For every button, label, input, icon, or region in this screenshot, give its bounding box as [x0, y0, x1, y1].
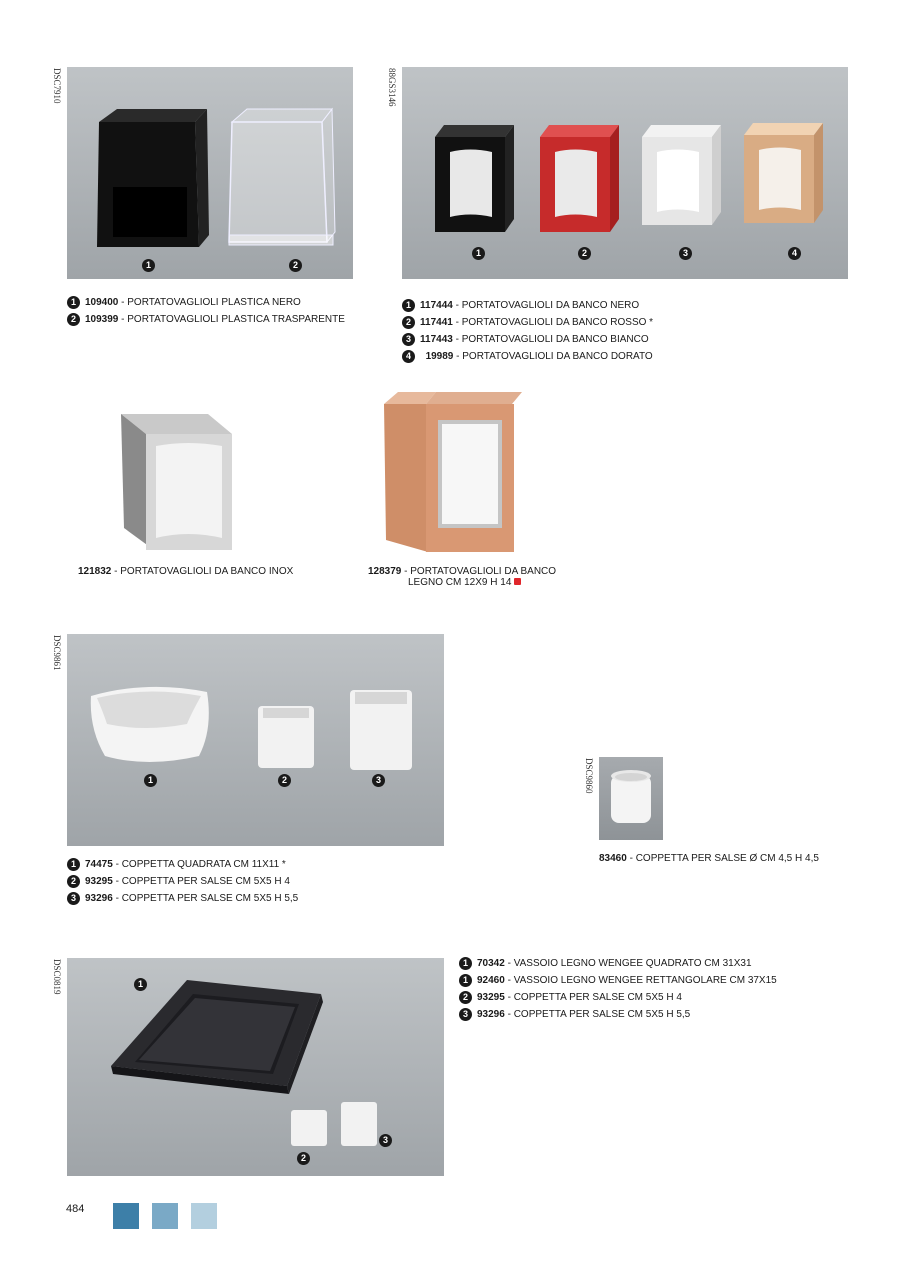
caption-item: [67, 294, 345, 311]
caption-wood-holder: [368, 566, 556, 588]
photo-badge-4: 4: [788, 247, 801, 260]
product-photo-sauce-bowls: [67, 634, 444, 846]
photo-badge-3: 3: [379, 1134, 392, 1147]
product-description: - PORTATOVAGLIOLI DA BANCO: [404, 566, 557, 577]
caption-item: [402, 314, 653, 331]
product-code: 121832: [78, 566, 112, 577]
product-description: - PORTATOVAGLIOLI DA BANCO ROSSO *: [455, 317, 654, 328]
caption-inox-holder: [78, 566, 293, 578]
caption-list-section2: [402, 297, 653, 365]
product-code: 117444: [420, 300, 453, 311]
product-code: 93296: [477, 1009, 505, 1020]
product-code: 92460: [477, 975, 505, 986]
photo-code-label: DSC9860: [584, 758, 594, 794]
product-description: - COPPETTA PER SALSE CM 5X5 H 5,5: [115, 893, 299, 904]
wood-holder-illustration: [384, 390, 524, 552]
color-swatch-3: [191, 1203, 217, 1229]
product-code: 70342: [477, 958, 505, 969]
product-code: 128379: [368, 566, 402, 577]
photo-badge-1: 1: [134, 978, 147, 991]
product-photo-wood-holder: [384, 390, 524, 552]
product-code: 93295: [477, 992, 505, 1003]
caption-round-sauce-cup: [599, 853, 819, 865]
product-code: 93295: [85, 876, 113, 887]
counter-napkin-holders-illustration: [402, 67, 848, 279]
napkin-holders-illustration: [67, 67, 353, 279]
caption-item: [67, 311, 345, 328]
photo-badge-2: 2: [278, 774, 291, 787]
page-number: 484: [66, 1203, 85, 1215]
product-description: - PORTATOVAGLIOLI PLASTICA TRASPARENTE: [121, 314, 345, 325]
new-marker-icon: [514, 578, 521, 585]
caption-item: [459, 1006, 777, 1023]
photo-badge-2: 2: [289, 259, 302, 272]
product-photo-inox-holder: [118, 408, 236, 553]
item-number-badge: 3: [402, 333, 415, 346]
photo-badge-3: 3: [372, 774, 385, 787]
photo-code-label: DSC9861: [52, 635, 62, 671]
photo-badge-1: 1: [144, 774, 157, 787]
product-description: - COPPETTA PER SALSE Ø CM 4,5 H 4,5: [629, 853, 819, 864]
product-code: 117441: [420, 317, 453, 328]
item-number-badge: 4: [402, 350, 415, 363]
product-description: - COPPETTA QUADRATA CM 11X11 *: [115, 859, 286, 870]
product-description: - COPPETTA PER SALSE CM 5X5 H 4: [115, 876, 290, 887]
photo-badge-1: 1: [472, 247, 485, 260]
product-photo-napkin-holders-plastic: [67, 67, 353, 279]
product-description: - COPPETTA PER SALSE CM 5X5 H 4: [507, 992, 682, 1003]
item-number-badge: 3: [67, 892, 80, 905]
caption-list-section1: [67, 294, 345, 328]
caption-item: [459, 989, 777, 1006]
item-number-badge: 2: [67, 313, 80, 326]
product-description: - PORTATOVAGLIOLI DA BANCO INOX: [114, 566, 294, 577]
product-code: 109399: [85, 314, 119, 325]
item-number-badge: 2: [402, 316, 415, 329]
caption-item: [67, 873, 298, 890]
round-sauce-cup-illustration: [599, 757, 663, 840]
product-photo-round-sauce-cup: [599, 757, 663, 840]
caption-item: [402, 348, 653, 365]
product-description: - COPPETTA PER SALSE CM 5X5 H 5,5: [507, 1009, 691, 1020]
item-number-badge: 1: [402, 299, 415, 312]
product-description: - VASSOIO LEGNO WENGEE RETTANGOLARE CM 37X15: [507, 975, 777, 986]
product-photo-napkin-holders-counter: [402, 67, 848, 279]
product-code: 117443: [420, 334, 453, 345]
product-description: - PORTATOVAGLIOLI DA BANCO BIANCO: [455, 334, 649, 345]
caption-item: [402, 297, 653, 314]
caption-item: [67, 856, 298, 873]
product-description: - VASSOIO LEGNO WENGEE QUADRATO CM 31X31: [507, 958, 752, 969]
item-number-badge: 1: [459, 957, 472, 970]
item-number-badge: 1: [67, 296, 80, 309]
photo-code-label: 88GS3146: [387, 68, 397, 107]
product-description: - PORTATOVAGLIOLI DA BANCO NERO: [455, 300, 640, 311]
caption-list-section4: [67, 856, 298, 907]
caption-item: [459, 972, 777, 989]
sauce-bowls-illustration: [67, 634, 444, 846]
caption-item: [67, 890, 298, 907]
caption-item: [402, 331, 653, 348]
product-code: 93296: [85, 893, 113, 904]
item-number-badge: 1: [459, 974, 472, 987]
product-code: 109400: [85, 297, 119, 308]
item-number-badge: 1: [67, 858, 80, 871]
color-swatch-1: [113, 1203, 139, 1229]
photo-code-label: DSC0819: [52, 959, 62, 995]
product-code: 19989: [425, 351, 454, 362]
product-photo-wengee-tray: [67, 958, 444, 1176]
caption-list-section5: [459, 955, 777, 1023]
photo-badge-2: 2: [578, 247, 591, 260]
item-number-badge: 3: [459, 1008, 472, 1021]
item-number-badge: 2: [67, 875, 80, 888]
inox-holder-illustration: [118, 408, 236, 553]
item-number-badge: 2: [459, 991, 472, 1004]
product-description: - PORTATOVAGLIOLI PLASTICA NERO: [121, 297, 301, 308]
product-code: 83460: [599, 853, 627, 864]
color-swatch-2: [152, 1203, 178, 1229]
photo-badge-1: 1: [142, 259, 155, 272]
product-code: 74475: [85, 859, 113, 870]
photo-badge-2: 2: [297, 1152, 310, 1165]
photo-code-label: DSC7910: [52, 68, 62, 104]
photo-badge-3: 3: [679, 247, 692, 260]
product-description: - PORTATOVAGLIOLI DA BANCO DORATO: [456, 351, 653, 362]
product-description-line2: LEGNO CM 12X9 H 14: [408, 577, 512, 588]
caption-item: [459, 955, 777, 972]
